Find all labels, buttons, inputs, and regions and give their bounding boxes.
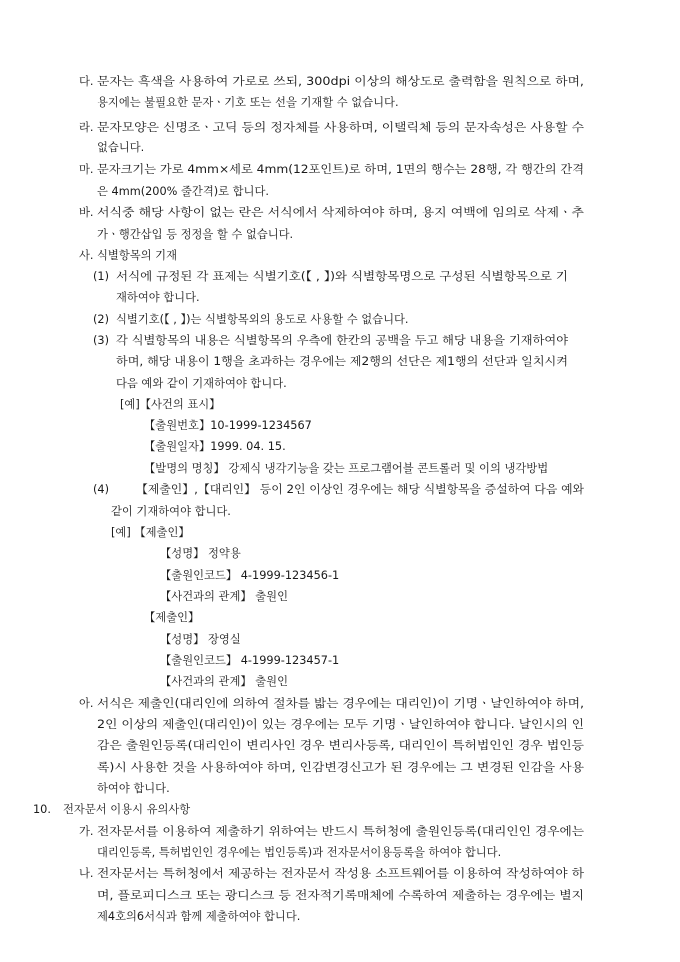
item-marker: 다.: [79, 75, 94, 88]
text-line: 서식중 해당 사항이 없는 란은 서식에서 삭제하여야 하며, 용지 여백에 임의로 삭제ㆍ추: [97, 206, 585, 219]
text-line: 용지에는 불필요한 문자ㆍ기호 또는 선을 기재할 수 없습니다.: [97, 96, 399, 109]
text-line: 【성명】 장영실: [160, 633, 241, 646]
text-line: 식별기호(【 , 】)는 식별항목외의 용도로 사용할 수 없습니다.: [116, 313, 409, 326]
text-line: 재하여야 합니다.: [116, 291, 200, 304]
item-marker: (3): [93, 334, 110, 347]
item-marker: 마.: [79, 163, 94, 176]
text-line: 【출원일자】1999. 04. 15.: [144, 440, 286, 453]
text-line: [예] 【제출인】: [111, 526, 190, 539]
text-line: 전자문서는 특허청에서 제공하는 전자문서 작성용 소프트웨어를 이용하여 작성하여야 하: [97, 867, 585, 880]
text-line: 【출원인코드】 4-1999-123456-1: [160, 569, 340, 582]
text-line: 문자크기는 가로 4mm×세로 4mm(12포인트)로 하며, 1면의 행수는 28행, 각 행간의 간격: [97, 163, 585, 176]
item-marker: 나.: [79, 867, 94, 880]
item-marker: 사.: [79, 249, 94, 262]
text-line: 다음 예와 같이 기재하여야 합니다.: [116, 377, 287, 390]
item-marker: 라.: [79, 121, 94, 134]
text-line: 없습니다.: [97, 141, 145, 154]
text-line: 【사건과의 관계】 출원인: [160, 590, 288, 603]
text-line: 가ㆍ행간삽입 등 정정을 할 수 없습니다.: [97, 228, 294, 241]
item-marker: 가.: [79, 825, 94, 838]
text-line: 하며, 해당 내용이 1행을 초과하는 경우에는 제2행의 선단은 제1행의 선단과 일치시켜: [116, 355, 568, 368]
text-line: [예]【사건의 표시】: [120, 398, 221, 411]
item-marker: (2): [93, 313, 110, 326]
text-line: 【성명】 정약용: [160, 547, 241, 560]
text-line: 같이 기재하여야 합니다.: [111, 505, 231, 518]
text-line: 문자는 흑색을 사용하여 가로로 쓰되, 300dpi 이상의 해상도로 출력함을 원칙으로 하며,: [97, 75, 585, 88]
text-line: 【출원인코드】 4-1999-123457-1: [160, 654, 340, 667]
item-marker: (1): [93, 270, 110, 283]
text-line: 전자문서를 이용하여 제출하기 위하여는 반드시 특허청에 출원인등록(대리인인 경우에는: [97, 825, 585, 838]
text-line: 【발명의 명칭】 강제식 냉각기능을 갖는 프로그램어블 콘트롤러 및 이의 냉각방법: [144, 462, 549, 475]
text-line: 전자문서 이용시 유의사항: [63, 803, 191, 816]
item-marker: (4): [93, 483, 110, 496]
text-line: 식별항목의 기재: [97, 249, 177, 262]
text-line: 서식은 제출인(대리인에 의하여 절차를 밟는 경우에는 대리인)이 기명ㆍ날인하여야 하며,: [97, 697, 584, 710]
text-line: 며, 플로피디스크 또는 광디스크 등 전자적기록매체에 수록하여 제출하는 경우에는 별지: [97, 889, 585, 902]
text-line: 감은 출원인등록(대리인이 변리사인 경우 변리사등록, 대리인이 특허법인인 경우 법인등: [97, 739, 584, 752]
text-line: 【사건과의 관계】 출원인: [160, 675, 288, 688]
text-line: 각 식별항목의 내용은 식별항목의 우측에 한칸의 공백을 두고 해당 내용을 기재하여야: [116, 334, 569, 347]
text-line: 록)시 사용한 것을 사용하여야 하며, 인감변경신고가 된 경우에는 그 변경된 인감을 사용: [97, 761, 584, 774]
text-line: 【제출인】: [144, 611, 200, 624]
item-marker: 10.: [33, 803, 51, 816]
item-marker: 아.: [79, 697, 94, 710]
text-line: 문자모양은 신명조ㆍ고딕 등의 정자체를 사용하며, 이탤릭체 등의 문자속성은 사용할 수: [97, 121, 585, 134]
text-line: 제4호의6서식과 함께 제출하여야 합니다.: [97, 910, 301, 923]
text-line: 2인 이상의 제출인(대리인)이 있는 경우에는 모두 기명ㆍ날인하여야 합니다. 날인시의 인: [97, 718, 584, 731]
text-line: 은 4mm(200% 줄간격)로 합니다.: [97, 185, 269, 198]
text-line: 서식에 규정된 각 표제는 식별기호(【 , 】)와 식별항목명으로 구성된 식별항목으로 기: [116, 270, 569, 283]
text-line: 하여야 합니다.: [97, 782, 170, 795]
text-line: 대리인등록, 특허법인인 경우에는 법인등록)과 전자문서이용등록을 하여야 합니다.: [97, 846, 502, 859]
text-line: 【출원번호】10-1999-1234567: [144, 419, 312, 432]
text-line: 【제출인】,【대리인】 등이 2인 이상인 경우에는 해당 식별항목을 증설하여 다음 예와: [136, 483, 585, 496]
item-marker: 바.: [79, 206, 94, 219]
